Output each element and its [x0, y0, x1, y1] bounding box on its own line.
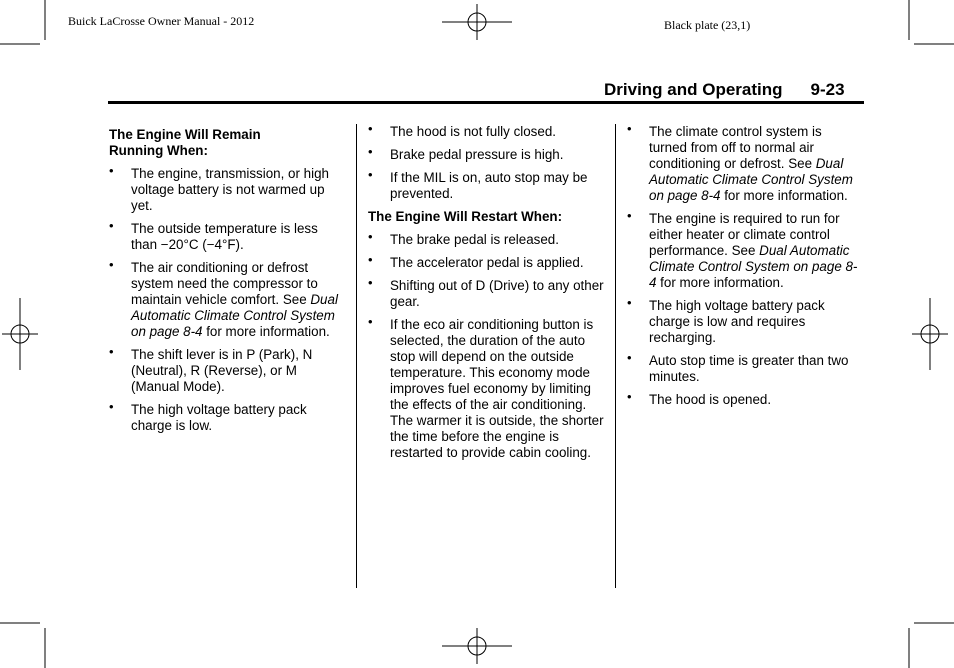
bullet-icon: • — [368, 252, 373, 267]
list-item-text: for more information. — [720, 188, 848, 203]
bullet-icon: • — [109, 399, 114, 414]
list-item — [109, 218, 341, 253]
list-item-text: for more information. — [656, 275, 784, 290]
column-divider — [615, 124, 616, 588]
list-item-text: If the MIL is on, auto stop may be prevented. — [390, 170, 588, 201]
list-item — [368, 167, 608, 202]
list-item-text: If the eco air conditioning button is selected, the duration of the auto stop will depend on the outside temperature. This economy mode improves fuel economy by limiting the effects of the air conditioning. The warmer it is outside, the shorter the time before the engine is restarted to provide cabin cooling. — [390, 317, 604, 460]
cross-reference-link[interactable]: Dual Automatic Climate Control System on page 8-4 — [131, 292, 338, 339]
list-item — [368, 275, 604, 310]
bullet-icon: • — [627, 208, 632, 223]
list-item — [627, 121, 863, 204]
bullet-icon: • — [627, 350, 632, 365]
bullet-icon: • — [627, 295, 632, 310]
list-item — [627, 389, 863, 408]
bullet-icon: • — [368, 229, 373, 244]
list-item — [368, 229, 604, 248]
cross-reference-link[interactable]: Dual Automatic Climate Control System on page 8-4 — [649, 243, 858, 290]
column-1 — [109, 127, 341, 441]
bullet-icon: • — [368, 275, 373, 290]
list-item-text: The climate control system is turned from off to normal air conditioning or defrost. See — [649, 124, 822, 171]
bullet-icon: • — [368, 121, 373, 136]
list-item-text: The high voltage battery pack charge is low and requires recharging. — [649, 298, 825, 345]
list-item-text: Brake pedal pressure is high. — [390, 147, 564, 162]
page-number: 9-23 — [810, 80, 845, 99]
header-right: Black plate (23,1) — [664, 18, 751, 32]
title-rule — [108, 101, 864, 104]
list-item-text: Auto stop time is greater than two minutes. — [649, 353, 849, 384]
bullet-icon: • — [109, 257, 114, 272]
bullet-list — [368, 229, 604, 461]
list-item-text: The high voltage battery pack charge is low. — [131, 402, 307, 433]
list-item — [109, 344, 341, 395]
bullet-icon: • — [109, 163, 114, 178]
list-item-text: The hood is not fully closed. — [390, 124, 556, 139]
list-item-text: The outside temperature is less than −20°C (−4°F). — [131, 221, 318, 252]
bullet-icon: • — [109, 218, 114, 233]
bullet-icon: • — [627, 389, 632, 404]
bullet-icon: • — [368, 314, 373, 329]
section-heading: The Engine Will Restart When: — [368, 209, 563, 224]
list-item-text: Shifting out of D (Drive) to any other gear. — [390, 278, 604, 309]
cross-reference-link[interactable]: Dual Automatic Climate Control System on page 8-4 — [649, 156, 853, 203]
bullet-icon: • — [627, 121, 632, 136]
list-item — [368, 314, 604, 461]
bullet-icon: • — [368, 167, 373, 182]
list-item-text: The hood is opened. — [649, 392, 772, 407]
list-item-text: The accelerator pedal is applied. — [390, 255, 584, 270]
list-item — [109, 399, 341, 434]
list-item — [368, 144, 608, 163]
header-left: Buick LaCrosse Owner Manual - 2012 — [68, 14, 255, 28]
bullet-list — [368, 121, 608, 202]
list-item — [109, 257, 341, 340]
section-heading: The Engine Will Remain Running When: — [109, 127, 261, 158]
list-item — [627, 208, 863, 291]
page-title — [604, 80, 845, 100]
column-3 — [627, 121, 863, 415]
section-title: Driving and Operating — [604, 80, 783, 99]
list-item-text: The shift lever is in P (Park), N (Neutral), R (Reverse), or M (Manual Mode). — [131, 347, 313, 394]
list-item-text: The brake pedal is released. — [390, 232, 559, 247]
column-divider — [356, 124, 357, 588]
bullet-icon: • — [368, 144, 373, 159]
column-2 — [368, 121, 608, 468]
list-item — [368, 121, 608, 140]
list-item-text: The air conditioning or defrost system need the compressor to maintain vehicle comfort. See — [131, 260, 318, 307]
list-item — [627, 350, 863, 385]
bullet-list — [627, 121, 863, 408]
list-item-text: The engine, transmission, or high voltage battery is not warmed up yet. — [131, 166, 329, 213]
list-item — [109, 163, 341, 214]
list-item-text: for more information. — [202, 324, 330, 339]
list-item-text: The engine is required to run for either heater or climate control performance. See — [649, 211, 840, 258]
bullet-icon: • — [109, 344, 114, 359]
list-item — [368, 252, 604, 271]
list-item — [627, 295, 863, 346]
bullet-list — [109, 163, 341, 434]
